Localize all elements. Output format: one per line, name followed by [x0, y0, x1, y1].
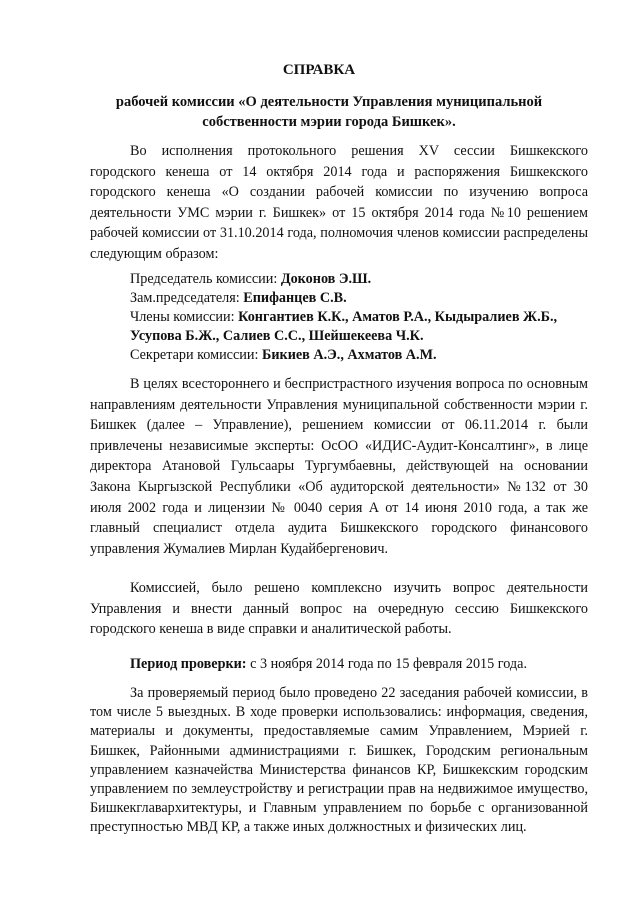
- roster-chair-label: Председатель комиссии:: [130, 271, 281, 287]
- paragraph-intro: Во исполнения протокольного решения XV сессии Бишкекского городского кенеша от 14 октября 2014 года и распоряжения Бишкекского городского кенеша «О создании рабочей комиссии по изучению вопроса деятельности УМС мэрии г. Бишкек» от 15 октября 2014 года №10 решением рабочей комиссии от 31.10.2014 года, полномочия членов комиссии распределены следующим образом:: [90, 143, 588, 262]
- roster-chair: [130, 270, 590, 289]
- subtitle-line-1: рабочей комиссии «О деятельности Управления муниципальной: [115, 94, 543, 110]
- document-subtitle: [100, 92, 558, 132]
- roster-deputy-name: Епифанцев С.В.: [243, 290, 347, 306]
- roster-secretaries: [130, 346, 590, 365]
- roster-deputy-label: Зам.председателя:: [130, 290, 244, 306]
- paragraph-experts: В целях всестороннего и беспристрастного изучения вопроса по основным направлениям деятельности Управления муниципальной собственности мэрии г. Бишкек (далее – Управление), решением комиссии от 06.11.2014 г. были привлечены независимые эксперты: ОсОО «ИДИС-Аудит-Консалтинг», в лице директора Атановой Гульсаары Тургумбаевны, действующей на основании Закона Кыргызской Республики «Об аудиторской деятельности» №132 от 30 июля 2002 года и лицензии № 0040 серия А от 14 июня 2010 года, а так же главный специалист отдела аудита Бишкекского городского финансового управления Жумалиев Мирлан Кудайбергенович.: [90, 376, 588, 557]
- roster-members-label: Члены комиссии:: [130, 309, 239, 325]
- roster-secretaries-label: Секретари комиссии:: [130, 347, 262, 363]
- paragraph-period: [90, 654, 588, 675]
- roster-members-names: Конгантиев К.К., Аматов Р.А., Кыдыралиев Ж.Б., Усупова Б.Ж., Салиев С.С., Шейшекеева Ч.К.: [130, 309, 558, 344]
- period-value: с 3 ноября 2014 года по 15 февраля 2015 года.: [246, 656, 527, 672]
- subtitle-line-2: собственности мэрии города Бишкек».: [202, 114, 456, 130]
- roster-deputy: [130, 289, 590, 308]
- roster-members: [130, 308, 590, 346]
- roster-secretaries-names: Бикиев А.Э., Ахматов А.М.: [261, 347, 437, 363]
- commission-roster: [130, 270, 590, 365]
- document-title: СПРАВКА: [282, 62, 356, 78]
- paragraph-decision: Комиссией, было решено комплексно изучить вопрос деятельности Управления и внести данный вопрос на очередную сессию Бишкекского городского кенеша в виде справки и аналитической работы.: [90, 580, 588, 638]
- period-label: Период проверки:: [130, 656, 247, 672]
- paragraph-sources: За проверяемый период было проведено 22 заседания рабочей комиссии, в том числе 5 выездных. В ходе проверки использовались: информация, сведения, материалы и документы, предоставляемые самим Управлением, Мэрией г. Бишкек, Районными администрациями г. Бишкек, Городским региональным управлением казначейства Министерства финансов КР, Бишкекским городским управлением по землеустройству и регистрации прав на недвижимое имущество, Бишкекглавархитектуры, и Главным управлением по борьбе с организованной преступностью МВД КР, а также иных должностных и физических лиц.: [90, 685, 588, 836]
- roster-chair-name: Доконов Э.Ш.: [280, 271, 372, 287]
